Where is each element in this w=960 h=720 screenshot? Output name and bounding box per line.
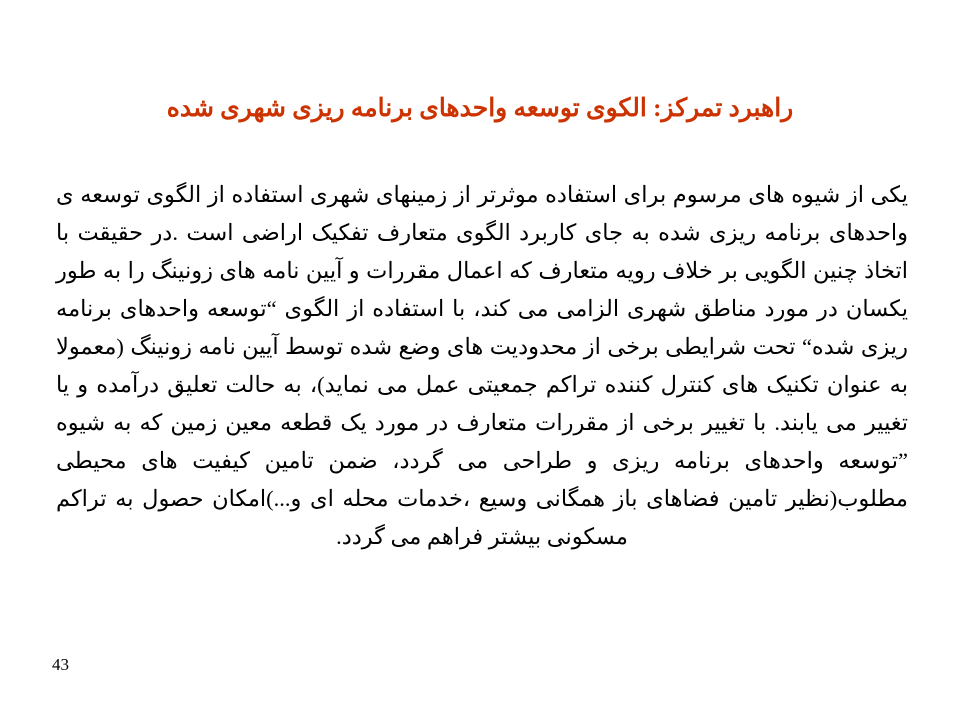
page-number: 43 bbox=[52, 655, 69, 674]
page-title: راهبرد تمركز: الكوی توسعه واحدهای برنامه ریزی شهری شده bbox=[166, 94, 794, 122]
slide-body-text: یكی از شیوه های مرسوم برای استفاده موثرتر از زمینهای شهری استفاده از الگوی توسعه ی واحدهای برنامه ریزی شده به جای كاربرد الگوی متعارف تفكیک اراضی است .در حقیقت با اتخاذ چنین الگویی بر خلاف رویه متعارف كه اعمال مقررات و آیین نامه های زونینگ را به طور یكسان در مورد مناطق شهری الزامی می كند، با استفاده از الگوی “توسعه واحدهای برنامه ریزی شده“ تحت شرایطی برخی از محدودیت های وضع شده توسط آیین نامه زونینگ (معمولا به عنوان تكنیک های كنترل كننده تراكم جمعیتی عمل می نماید)، به حالت تعلیق درآمده و یا تغییر می یابند. با تغییر برخی از مقررات متعارف در مورد یک قطعه معین زمین كه به شیوه ”توسعه واحدهای برنامه ریزی و طراحی می گردد، ضمن تامین كیفیت های محیطی مطلوب(نظیر تامین فضاهای باز همگانی وسیع ،خدمات محله ای و...)امكان حصول به تراكم مسكونی بیشتر فراهم می گردد. bbox=[56, 182, 908, 549]
